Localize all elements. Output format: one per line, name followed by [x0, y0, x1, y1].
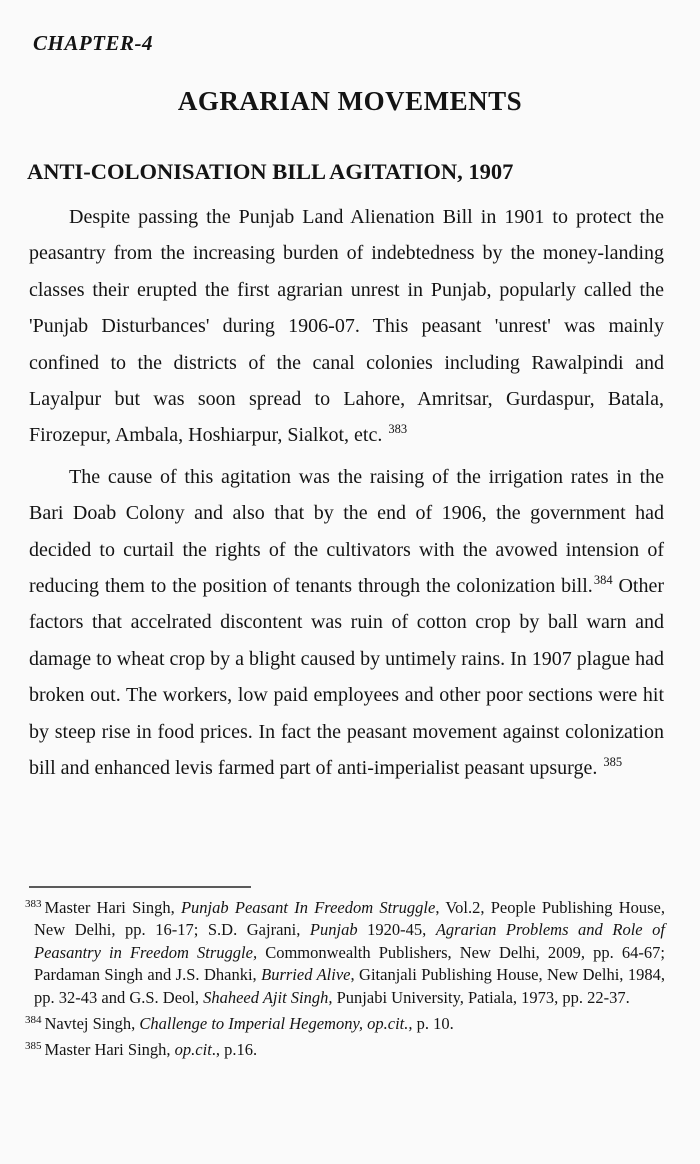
text-segment: 1920-45,: [357, 920, 436, 940]
footnote-marker: 384: [25, 1014, 42, 1027]
footnote-ref: 384: [593, 573, 613, 588]
footnote-ref: 383: [388, 422, 408, 437]
footnote-ref: 385: [603, 755, 623, 770]
footnote-item: [25, 897, 665, 1009]
text-segment: Challenge to Imperial Hegemony, op.cit.,: [139, 1014, 413, 1034]
text-segment: Punjab: [309, 920, 358, 940]
text-segment: Master Hari Singh,: [44, 1040, 175, 1060]
footnote-separator: [29, 886, 251, 888]
text-segment: Punjabi University, Patiala, 1973, pp. 22-37.: [332, 987, 630, 1007]
footnote-area: [25, 878, 665, 1062]
page-title: AGRARIAN MOVEMENTS: [177, 86, 523, 116]
section-heading: ANTI-COLONISATION BILL AGITATION, 1907: [27, 159, 514, 184]
text-segment: op.cit: [174, 1040, 212, 1060]
text-segment: Navtej Singh,: [44, 1014, 140, 1034]
footnote-marker: 385: [25, 1040, 42, 1053]
body-text: [29, 199, 664, 787]
text-segment: The cause of this agitation was the raising of the irrigation rates in the Bari Doab Colony and also that by the end of 1906, the government had decided to curtail the rights of the cultivators with the avowed intension of reducing them to the position of tenants through the colonization bill.: [29, 465, 664, 598]
text-segment: , Gitanjali Publishing House, New Delhi, 1984, pp. 32-43 and G.S. Deol,: [34, 965, 665, 1007]
text-segment: Master Hari Singh,: [44, 898, 181, 917]
text-segment: Other factors that accelrated discontent was ruin of cotton crop by ball warn and damage to wheat crop by a blight caused by untimely rains. In 1907 plague had broken out. The workers, low paid employees and other poor sections were hit by steep rise in food prices. In fact the peasant movement against colonization bill and enhanced levis farmed part of anti-imperialist peasant upsurge.: [29, 575, 664, 780]
text-segment: Agrarian Problems and Role of Peasantry in Freedom Struggle,: [34, 920, 665, 962]
text-segment: ., p.16.: [211, 1040, 258, 1060]
paragraph: [29, 459, 664, 787]
footnote-item: [25, 1039, 665, 1061]
text-segment: Burried Alive: [261, 965, 351, 985]
text-segment: p. 10.: [412, 1014, 454, 1034]
text-segment: Despite passing the Punjab Land Alienation Bill in 1901 to protect the peasantry from the increasing burden of indebtedness by the money-landing classes their erupted the first agrarian unrest in Punjab, popularly called the 'Punjab Disturbances' during 1906-07. This peasant 'unrest' was mainly confined to the districts of the canal colonies including Rawalpindi and Layalpur but was soon spread to Lahore, Amritsar, Gurdaspur, Batala, Firozepur, Ambala, Hoshiarpur, Sialkot, etc.: [29, 206, 664, 447]
text-segment: Punjab Peasant In Freedom Struggle: [180, 898, 436, 917]
footnote-item: [25, 1013, 665, 1035]
text-segment: Shaheed Ajit Singh,: [203, 987, 333, 1007]
footnote-list: [25, 897, 665, 1062]
footnote-marker: 383: [25, 898, 42, 910]
text-segment: Commonwealth Publishers, New Delhi, 2009, pp. 64-67; Pardaman Singh and J.S. Dhanki,: [34, 942, 665, 985]
chapter-label: CHAPTER-4: [33, 31, 154, 55]
text-segment: , Vol.2, People Publishing House, New Delhi, pp. 16-17; S.D. Gajrani,: [34, 898, 665, 940]
paragraph: [29, 199, 664, 454]
